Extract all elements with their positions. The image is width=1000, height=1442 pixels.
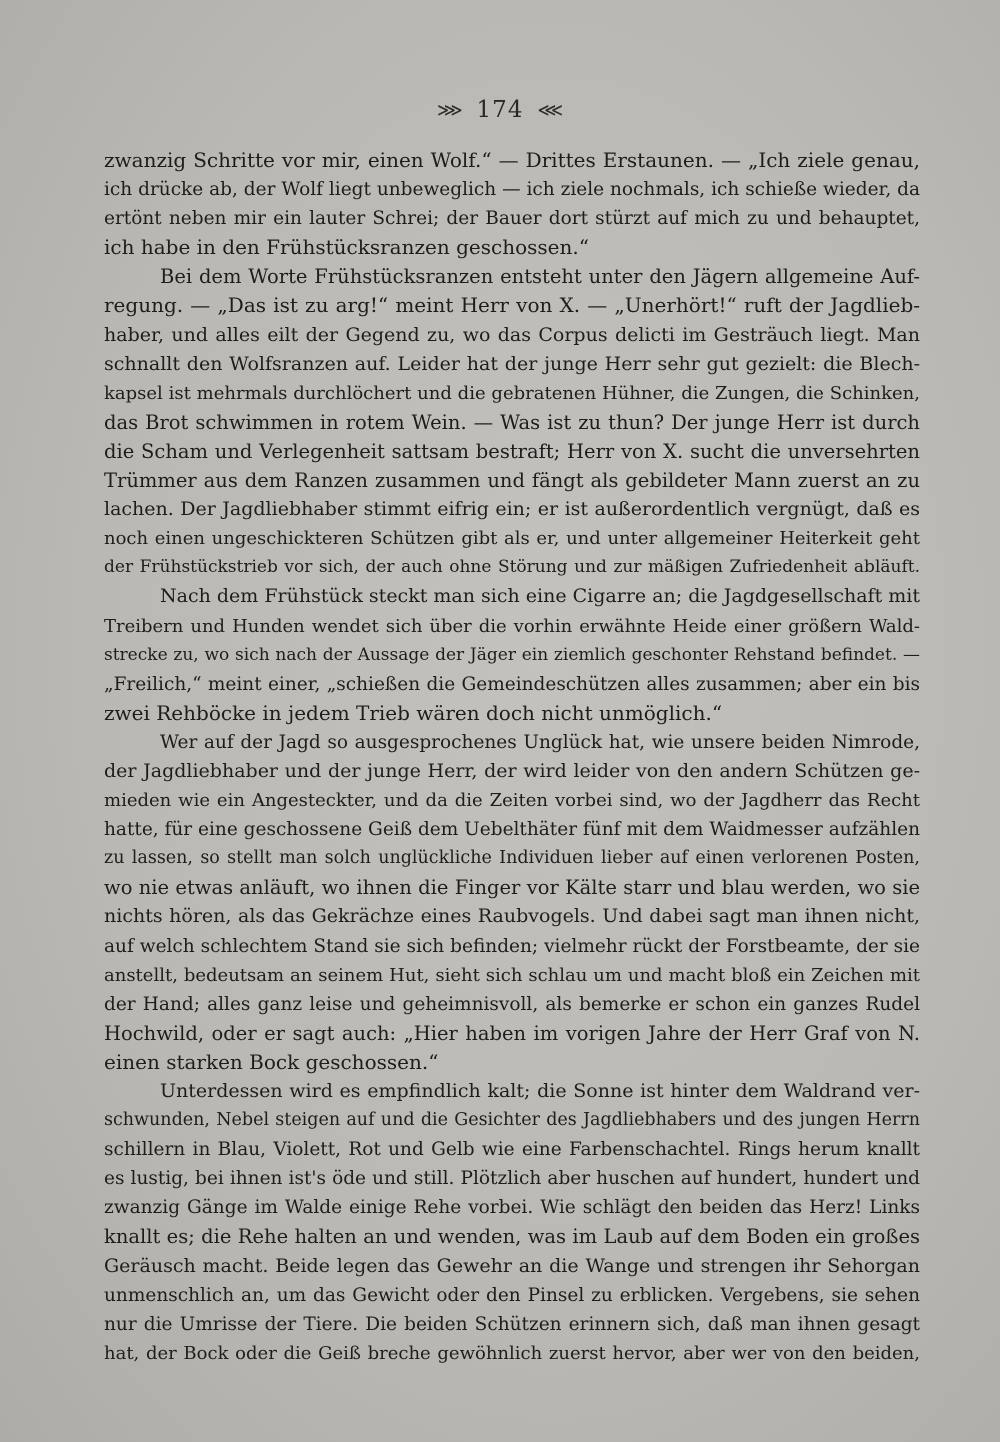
text-line: nur die Umrisse der Tiere. Die beiden Schützen erinnern sich, daß man ihnen gesagt <box>104 1313 920 1335</box>
text-line: das Brot schwimmen in rotem Wein. — Was ist zu thun? Der junge Herr ist durch <box>104 410 920 434</box>
text-line: unmenschlich an, um das Gewicht oder den Pinsel zu erblicken. Vergebens, sie sehen <box>104 1284 920 1306</box>
text-line: es lustig, bei ihnen ist's öde und still. Plötzlich aber huschen auf hundert, hundert und <box>104 1168 920 1190</box>
text-line: haber, und alles eilt der Gegend zu, wo das Corpus delicti im Gesträuch liegt. Man <box>104 323 920 346</box>
text-line: anstellt, bedeutsam an seinem Hut, sieht sich schlau um und macht bloß ein Zeichen mit <box>104 964 920 986</box>
text-line: einen starken Bock geschossen.“ <box>104 1049 439 1074</box>
text-line: der Jagdliebhaber und der junge Herr, der wird leider von den andern Schützen ge- <box>104 759 920 782</box>
text-line: regung. — „Das ist zu arg!“ meint Herr von X. — „Unerhört!“ ruft der Jagdlieb- <box>104 293 920 318</box>
text-line: auf welch schlechtem Stand sie sich befinden; vielmehr rückt der Forstbeamte, der sie <box>104 935 920 957</box>
ornament-left-icon: ⋙ <box>436 99 463 121</box>
text-line: lachen. Der Jagdliebhaber stimmt eifrig ein; er ist außerordentlich vergnügt, daß es <box>104 498 920 521</box>
text-line: Trümmer aus dem Ranzen zusammen und fängt als gebildeter Mann zuerst an zu <box>104 469 920 493</box>
text-line: ertönt neben mir ein lauter Schrei; der Bauer dort stürzt auf mich zu und behauptet, <box>104 208 920 230</box>
text-line: Treibern und Hunden wendet sich über die vorhin erwähnte Heide einer größern Wald- <box>104 615 920 637</box>
text-line: die Scham und Verlegenheit sattsam bestraft; Herr von X. sucht die unversehrten <box>104 439 920 463</box>
text-body <box>104 146 920 1368</box>
text-line: wo nie etwas anläuft, wo ihnen die Finger vor Kälte starr und blau werden, wo sie <box>104 876 920 900</box>
text-line: zwanzig Schritte vor mir, einen Wolf.“ — Drittes Erstaunen. — „Ich ziele genau, <box>104 148 920 172</box>
text-line: schillern in Blau, Violett, Rot und Gelb wie eine Farbenschachtel. Rings herum knallt <box>104 1139 920 1161</box>
ornament-right-icon: ⋘ <box>537 99 564 121</box>
text-line: der Frühstückstrieb vor sich, der auch ohne Störung und zur mäßigen Zufriedenheit abläuft. <box>104 557 920 578</box>
text-line: Unterdessen wird es empfindlich kalt; die Sonne ist hinter dem Waldrand ver- <box>160 1080 920 1102</box>
page-header <box>0 94 1000 126</box>
text-line: ich drücke ab, der Wolf liegt unbeweglich — ich ziele nochmals, ich schieße wieder, da <box>104 179 920 201</box>
text-line: Bei dem Worte Frühstücksranzen entsteht unter den Jägern allgemeine Auf- <box>160 265 920 289</box>
text-line: Wer auf der Jagd so ausgesprochenes Unglück hat, wie unsere beiden Nimrode, <box>160 731 920 753</box>
text-line: knallt es; die Rehe halten an und wenden, was im Laub auf dem Boden ein großes <box>104 1225 920 1249</box>
text-line: hat, der Bock oder die Geiß breche gewöhnlich zuerst hervor, aber wer von den beiden, <box>104 1342 920 1364</box>
text-line: hatte, für eine geschossene Geiß dem Uebelthäter fünf mit dem Waidmesser aufzählen <box>104 819 920 841</box>
text-line: noch einen ungeschickteren Schützen gibt als er, und unter allgemeiner Heiterkeit geht <box>104 528 920 550</box>
text-line: Geräusch macht. Beide legen das Gewehr an die Wange und strengen ihr Sehorgan <box>104 1254 920 1277</box>
text-line: der Hand; alles ganz leise und geheimnisvoll, als bemerke er schon ein ganzes Rudel <box>104 993 920 1015</box>
text-line: kapsel ist mehrmals durchlöchert und die gebratenen Hühner, die Zungen, die Schinken, <box>104 382 920 404</box>
text-line: nichts hören, als das Gekrächze eines Raubvogels. Und dabei sagt man ihnen nicht, <box>104 905 920 928</box>
text-line: schnallt den Wolfsranzen auf. Leider hat der junge Herr sehr gut gezielt: die Blech- <box>104 352 920 375</box>
text-line: strecke zu, wo sich nach der Aussage der Jäger ein ziemlich geschonter Rehstand befindet. — <box>104 644 920 665</box>
text-line: Nach dem Frühstück steckt man sich eine Cigarre an; die Jagdgesellschaft mit <box>160 585 920 608</box>
text-line: „Freilich,“ meint einer, „schießen die Gemeindeschützen alles zusammen; aber ein bis <box>104 673 920 695</box>
text-line: mieden wie ein Angesteckter, und da die Zeiten vorbei sind, wo der Jagdherr das Recht <box>104 790 920 812</box>
text-line: zu lassen, so stellt man solch unglückliche Individuen lieber auf einen verlorenen Posten, <box>104 848 920 869</box>
page-number: 174 <box>476 97 524 123</box>
text-line: schwunden, Nebel steigen auf und die Gesichter des Jagdliebhabers und des jungen Herrn <box>104 1110 920 1131</box>
text-line: zwanzig Gänge im Walde einige Rehe vorbei. Wie schlägt den beiden das Herz! Links <box>104 1197 920 1219</box>
text-line: Hochwild, oder er sagt auch: „Hier haben im vorigen Jahre der Herr Graf von N. <box>104 1021 920 1045</box>
text-line: zwei Rehböcke in jedem Trieb wären doch nicht unmöglich.“ <box>104 700 723 725</box>
text-line: ich habe in den Frühstücksranzen geschossen.“ <box>104 235 589 260</box>
